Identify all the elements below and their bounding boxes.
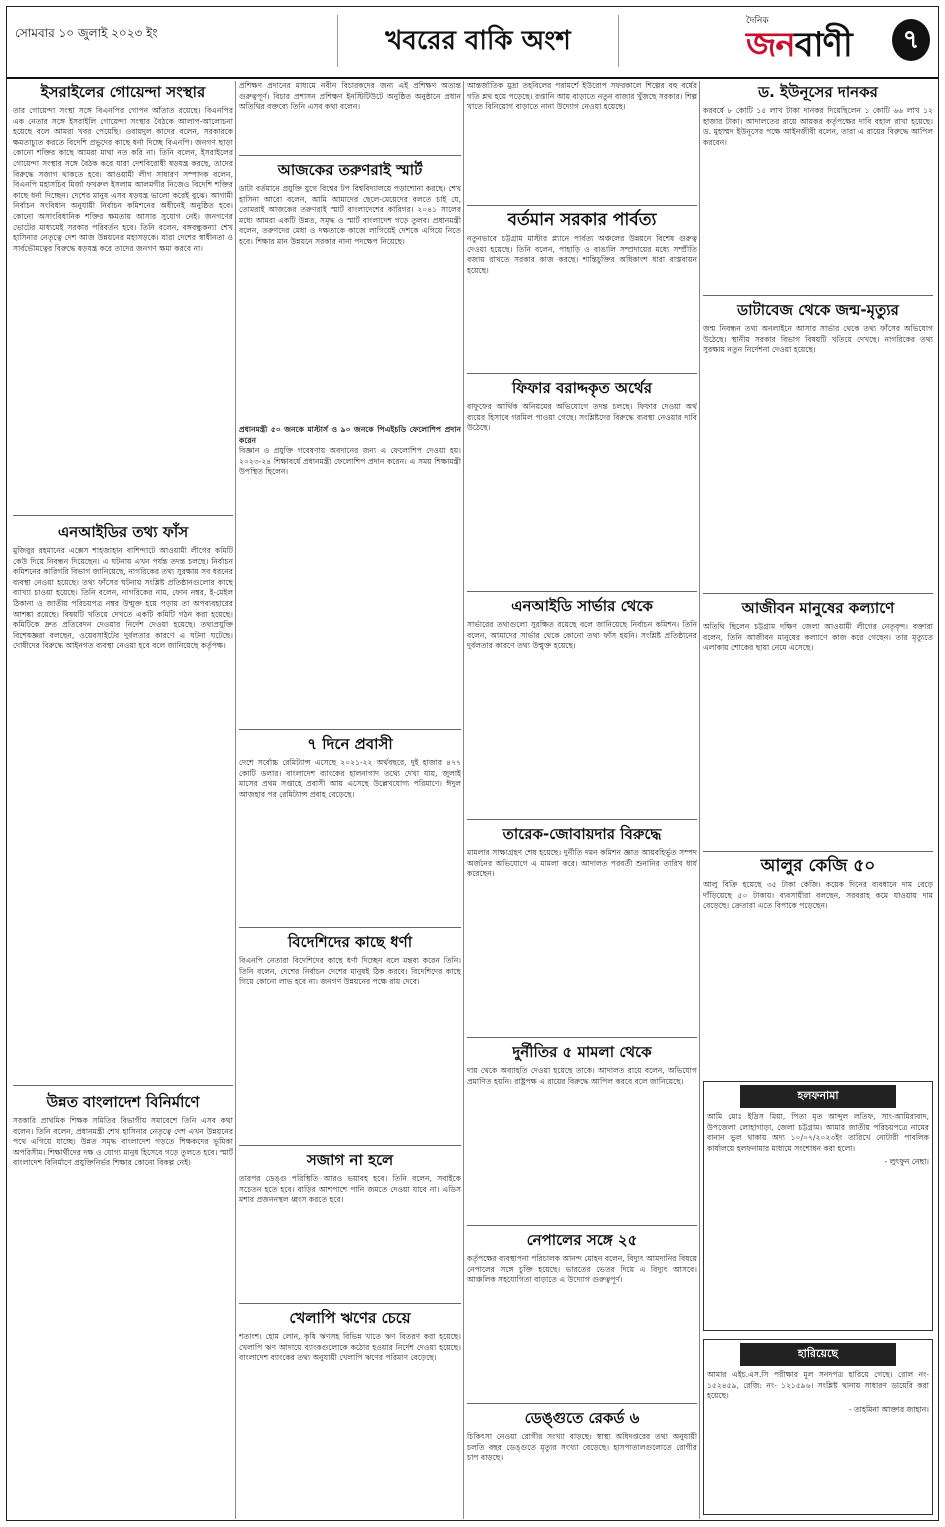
story-dengue-record xyxy=(467,1407,697,1517)
column-4 xyxy=(703,81,933,1519)
story-body: নতুনভাবে চট্টগ্রাম মাস্টার প্ল্যানে পার্বত্য অঞ্চলের উন্নয়নে বিশেষ গুরুত্ব দেওয়া হয়েছে। তিনি বলেন, পাহাড়ি ও বাঙালি সম্প্রদায়ের মধ্যে সম্প্রীতি বজায় রাখতে সরকার কাজ করছে। শান্তিচুক্তির অধিকাংশ ধারা বাস্তবায়ন হয়েছে। xyxy=(467,234,697,275)
headline: আজকের তরুণরাই স্মার্ট xyxy=(277,161,423,179)
story-divider xyxy=(239,155,461,156)
story-corruption-cases xyxy=(467,1041,697,1221)
headline: আজীবন মানুষের কল্যাণে xyxy=(741,599,895,617)
headline: দুর্নীতির ৫ মামলা থেকে xyxy=(512,1043,652,1061)
story-divider xyxy=(467,819,697,820)
story-body: বাফুফের আর্থিক অনিয়মের অভিযোগে তদন্ত চলছে। ফিফার দেওয়া অর্থ ব্যয়ের হিসাবে গরমিল পাওয়া গেছে। সংশ্লিষ্টদের বিরুদ্ধে ব্যবস্থা নেওয়ার দাবি উঠেছে। xyxy=(467,402,697,433)
masthead xyxy=(7,7,938,79)
story-body: জন্ম নিবন্ধন তথ্য অনলাইনে আসার সার্ভার থেকে তথ্য ফাঁসের অভিযোগ উঠেছে। স্থানীয় সরকার বিভাগ বিষয়টি খতিয়ে দেখছে। নাগরিকের তথ্য সুরক্ষায় নতুন নির্দেশনা দেওয়া হয়েছে। xyxy=(703,324,933,355)
story-body: শতাংশ। হোম লোন, কৃষি ঋণসহ বিভিন্ন খাতে ঋণ বিতরণ করা হয়েছে। খেলাপি ঋণ আদায়ে ব্যাংকগুলোকে কঠোর হওয়ার নির্দেশ দেওয়া হয়েছে। বাংলাদেশ ব্যাংকের তথ্য অনুযায়ী খেলাপি ঋণের পরিমাণ বেড়েছে। xyxy=(239,1332,461,1363)
notice-title: হারিয়েছে xyxy=(740,1343,895,1366)
story-divider xyxy=(13,515,233,516)
story-body: দেশে সর্বোচ্চ রেমিট্যান্স এসেছে ২০২১-২২ অর্থবছরে, দুই হাজার ৪৭৭ কোটি ডলার। বাংলাদেশ ব্যাংকের হালনাগাদ তথ্যে দেখা যায়, জুলাই মাসের প্রথম সপ্তাহে প্রবাসী আয় এসেছে উল্লেখযোগ্য পরিমাণে। ঈদুল আজহার পর রেমিট্যান্স প্রবাহ বেড়েছে। xyxy=(239,758,461,799)
story-body: তার গোয়েন্দা সংস্থা সঙ্গে বিএনপির গোপন আঁতাত রয়েছে। বিএনপির এক নেতার সঙ্গে ইসরাইলি গোয়েন্দা সংস্থার বৈঠকে আলাপ-আলোচনা হয়েছে বলে আমরা খবর পেয়েছি। ওবায়দুল কাদের বলেন, সরকারকে ক্ষমতাচ্যুত করতে বিদেশি প্রভুদের কাছে ধর্না দিচ্ছে বিএনপি। জনগণ ছাড়া কোনো শক্তির কাছে আমরা মাথা নত করি না। তিনি বলেন, ইসরাইলের গোয়েন্দা সংস্থার সঙ্গে বৈঠক করে যারা দেশবিরোধী ষড়যন্ত্র করছে, তাদের বিরুদ্ধে সজাগ থাকতে হবে। আওয়ামী লীগ সাধারণ সম্পাদক বলেন, বিএনপি মহাসচিব মির্জা ফখরুল ইসলাম আলমগীর নিজেও বিদেশি শক্তির কাছে ধর্না দিচ্ছেন। দেশের মানুষ এসব ষড়যন্ত্র ভালো করেই বুঝে। আগামী নির্বাচন সংবিধান অনুযায়ী নির্বাচন কমিশনের অধীনেই অনুষ্ঠিত হবে। কোনো অসাংবিধানিক শক্তির ক্ষমতায় আসার সুযোগ নেই। জনগণের ভোটের মাধ্যমেই সরকার পরিবর্তন হবে। তিনি বলেন, বঙ্গবন্ধুকন্যা শেখ হাসিনার নেতৃত্বে দেশ আজ উন্নয়নের মহাসড়কে। যারা দেশের স্বাধীনতা ও সার্বভৌমত্বের বিরুদ্ধে ষড়যন্ত্র করে তাদের জনগণ ক্ষমা করবে না। xyxy=(13,106,233,253)
story-body: প্রশিক্ষণ প্রদানের মাধ্যমে নবীন বিচারকদের জন্য এই প্রশিক্ষণ অত্যন্ত গুরুত্বপূর্ণ। বিচার প্রশাসন প্রশিক্ষণ ইনস্টিটিউটে অনুষ্ঠিত অনুষ্ঠানে প্রধান অতিথির বক্তব্যে তিনি এসব কথা বলেন। xyxy=(239,81,461,112)
story-foreigners xyxy=(239,931,461,1141)
column-1 xyxy=(13,81,233,1519)
subheadline: প্রধানমন্ত্রী ৫০ জনকে মাস্টার্স ও ৯০ জনকে পিএইচডি ফেলোশিপ প্রদান করেন xyxy=(239,425,461,445)
story-divider xyxy=(13,1085,233,1086)
logo-wordmark xyxy=(746,23,852,67)
column-divider xyxy=(235,81,236,1519)
story-divider xyxy=(239,1145,461,1146)
notice-signature: - লুৎফুন নেছা। xyxy=(884,1157,929,1167)
story-tarek-zobaida xyxy=(467,823,697,1033)
headline: এনআইডির তথ্য ফাঁস xyxy=(57,523,189,541)
logo-part-bani: বাণী xyxy=(794,25,852,65)
column-2 xyxy=(239,81,461,1519)
headline: বর্তমান সরকার পার্বত্য xyxy=(507,210,657,230)
headline: তারেক-জোবায়দার বিরুদ্ধে xyxy=(502,825,662,843)
headline: এনআইডি সার্ভার থেকে xyxy=(511,597,653,615)
headline: ডাটাবেজ থেকে জন্ম-মৃত্যুর xyxy=(737,301,899,319)
page-number: ৭ xyxy=(892,19,930,61)
page-title: খবরের বাকি অংশ xyxy=(337,15,619,67)
column-divider xyxy=(463,81,464,1519)
headline: ড. ইউনূসের দানকর xyxy=(758,83,878,101)
story-body: সার্ভারের তথ্যগুলো সুরক্ষিত রয়েছে বলে জানিয়েছে নির্বাচন কমিশন। তিনি বলেন, আমাদের সার্ভার থেকে কোনো তথ্য ফাঁস হয়নি। সংশ্লিষ্ট প্রতিষ্ঠানের দুর্বলতার কারণে তথ্য উন্মুক্ত হয়েছে। xyxy=(467,620,697,651)
story-nid-server xyxy=(467,595,697,815)
story-divider xyxy=(239,927,461,928)
notice-title: হলফনামা xyxy=(740,1085,895,1108)
story-body: করবর্ষে ৮ কোটি ১৫ লাখ টাকা দানকর দিয়েছিলেন ১ কোটি ৬৬ লাখ ১২ হাজার টাকা। আদালতের রায়ে আয়কর কর্তৃপক্ষের দাবি বহাল রাখা হয়েছে। ড. মুহাম্মদ ইউনূসের পক্ষে আইনজীবী বলেন, তারা এ রায়ের বিরুদ্ধে আপিল করবেন। xyxy=(703,106,933,147)
story-body: তারপর ডেঙ্গু পরিস্থিতি আরও ভয়াবহ হবে। তিনি বলেন, সবাইকে সচেতন হতে হবে। বাড়ির আশপাশে পানি জমতে দেওয়া যাবে না। এডিস মশার প্রজননস্থল ধ্বংস করতে হবে। xyxy=(239,1174,461,1205)
story-continued xyxy=(467,81,697,201)
story-body: ডাটা বর্তমানে প্রযুক্তি যুগে বিশ্বের টপ বিশ্ববিদ্যালয়ে পড়াশোনা করছে। শেখ হাসিনা আরো বলেন, আমি আমাদের ছেলে-মেয়েদের বলতে চাই যে, তোমরাই আজকের তরুণরাই স্মার্ট বাংলাদেশের কারিগর। ২০৪১ সালের মধ্যে আমরা একটি উন্নত, সমৃদ্ধ ও স্মার্ট বাংলাদেশ গড়ে তুলব। প্রধানমন্ত্রী বলেন, তরুণদের মেধা ও দক্ষতাকে কাজে লাগিয়েই দেশকে এগিয়ে নিতে হবে। শিক্ষার মান উন্নয়নে সরকার নানা পদক্ষেপ নিয়েছে। xyxy=(239,184,461,246)
story-body: মুজিবুর রহমানের এক্সেস শাহজাহান বাশিন্দাটে আওয়ামী লীগের কমিটি কেউ দিয়ে নিবন্ধন দিয়েছেন। এ ঘটনায় এখন পর্যন্ত তদন্ত চলছে। নির্বাচন কমিশনের কারিগরি বিভাগ জানিয়েছে, নাগরিকের তথ্য সুরক্ষায় সব ধরনের ব্যবস্থা নেওয়া হয়েছে। তথ্য ফাঁসের ঘটনায় সংশ্লিষ্ট প্রতিষ্ঠানগুলোর কাছে ব্যাখ্যা চাওয়া হয়েছে। তিনি বলেন, নাগরিকের নাম, ফোন নম্বর, ই-মেইল ঠিকানা ও জাতীয় পরিচয়পত্র নম্বর উন্মুক্ত হয়ে পড়ায় তা অপব্যবহারের আশঙ্কা রয়েছে। বিষয়টি খতিয়ে দেখতে একটি কমিটি গঠন করা হয়েছে। কমিটিকে দ্রুত প্রতিবেদন দেওয়ার নির্দেশ দেওয়া হয়েছে। তথ্যপ্রযুক্তি বিশেষজ্ঞরা বলছেন, ওয়েবসাইটের দুর্বলতার কারণে এ ঘটনা ঘটেছে। দোষীদের বিরুদ্ধে আইনগত ব্যবস্থা নেওয়া হবে বলে জানিয়েছে কর্তৃপক্ষ। xyxy=(13,546,233,651)
story-nepal-power xyxy=(467,1229,697,1399)
story-fellowship xyxy=(239,425,461,725)
story-body: বিএনপি নেতারা বিদেশিদের কাছে ধর্ণা দিচ্ছেন বলে মন্তব্য করেন তিনি। তিনি বলেন, দেশের নির্বাচন দেশের মানুষই ঠিক করবে। বিদেশিদের কাছে গিয়ে কোনো লাভ হবে না। জনগণ উন্নয়নের পক্ষে রায় দেবে। xyxy=(239,956,461,987)
headline: উন্নত বাংলাদেশ বিনির্মাণে xyxy=(46,1093,200,1111)
story-body: মামলার সাক্ষ্যগ্রহণ শেষ হয়েছে। দুর্নীতি দমন কমিশন জ্ঞাত আয়বহির্ভূত সম্পদ অর্জনের অভিযোগে এ মামলা করে। আদালত পরবর্তী শুনানির তারিখ ধার্য করেছেন। xyxy=(467,848,697,879)
story-divider xyxy=(703,295,933,296)
story-body: আলু বিক্রি হয়েছে ৩৫ টাকা কেজি। কয়েক দিনের ব্যবধানে দাম বেড়ে দাঁড়িয়েছে ৫০ টাকায়। ব্যবসায়ীরা বলছেন, সরবরাহ কমে যাওয়ায় দাম বেড়েছে। ক্রেতারা এতে বিপাকে পড়েছেন। xyxy=(703,880,933,911)
headline: নেপালের সঙ্গে ২৫ xyxy=(526,1231,638,1249)
story-remittance xyxy=(239,733,461,923)
notice-lost xyxy=(703,1339,933,1515)
story-divider xyxy=(467,1403,697,1404)
story-israeli-intelligence xyxy=(13,81,233,511)
story-divider xyxy=(239,729,461,730)
story-divider xyxy=(467,1037,697,1038)
story-dengue-alert xyxy=(239,1149,461,1299)
story-potato-price xyxy=(703,855,933,1075)
newspaper-logo xyxy=(746,13,886,71)
story-body: দায় থেকে অব্যাহতি দেওয়া হয়েছে তাকে। আদালত রায়ে বলেন, অভিযোগ প্রমাণিত হয়নি। রাষ্ট্রপক্ষ এ রায়ের বিরুদ্ধে আপিল করবে বলে জানিয়েছে। xyxy=(467,1066,697,1086)
story-body: বিজ্ঞান ও প্রযুক্তি গবেষণায় অবদানের জন্য এ ফেলোশিপ দেওয়া হয়। ২০২৩-২৪ শিক্ষাবর্ষে প্রধানমন্ত্রী ফেলোশিপ প্রদান করেন। এ সময় শিক্ষামন্ত্রী উপস্থিত ছিলেন। xyxy=(239,446,461,477)
story-divider xyxy=(467,205,697,206)
column-divider xyxy=(699,81,700,1519)
headline: ডেঙ্গুতে রেকর্ড ৬ xyxy=(524,1409,640,1427)
story-yunus-gift-tax xyxy=(703,81,933,291)
story-nid-leak xyxy=(13,521,233,1081)
story-divider xyxy=(467,373,697,374)
story-body: চিকিৎসা নেওয়া রোগীর সংখ্যা বাড়ছে। স্বাস্থ্য অধিদপ্তরের তথ্য অনুযায়ী চলতি বছর ডেঙ্গুতে মৃত্যুর সংখ্যা বেড়েছে। হাসপাতালগুলোতে রোগীর চাপ বাড়ছে। xyxy=(467,1432,697,1463)
story-developed-bangladesh xyxy=(13,1091,233,1517)
story-body: আন্তর্জাতিক মুদ্রা তহবিলের পরামর্শে ইউরোপ সফরকালে শিল্পের বহু বর্ষের গতি শ্লথ হয়ে পড়েছে। রপ্তানি আয় বাড়াতে নতুন বাজার খুঁজছে সরকার। শিল্প খাতে বিনিয়োগ বাড়াতে নানা উদ্যোগ নেওয়া হয়েছে। xyxy=(467,81,697,112)
story-divider xyxy=(703,593,933,594)
story-chittagong-hills xyxy=(467,209,697,369)
story-body: অতিথি ছিলেন চট্টগ্রাম দক্ষিণ জেলা আওয়ামী লীগের নেতৃবৃন্দ। বক্তারা বলেন, তিনি আজীবন মানুষের কল্যাণে কাজ করে গেছেন। তার মৃত্যুতে এলাকায় শোকের ছায়া নেমে এসেছে। xyxy=(703,622,933,653)
story-fifa-funds xyxy=(467,377,697,587)
notice-signature: - তাহমিনা আক্তার জাহান। xyxy=(849,1404,929,1414)
newspaper-page xyxy=(6,6,939,1521)
story-youth-smart xyxy=(239,159,461,419)
story-default-loan xyxy=(239,1307,461,1517)
headline: ইসরাইলের গোয়েন্দা সংস্থার xyxy=(40,83,206,101)
headline: বিদেশিদের কাছে ধর্ণা xyxy=(287,933,413,951)
story-continued xyxy=(239,81,461,151)
story-divider xyxy=(467,591,697,592)
logo-tagline: দৈনিক xyxy=(746,16,769,26)
headline: ফিফার বরাদ্দকৃত অর্থের xyxy=(511,379,653,397)
story-birth-death-database xyxy=(703,299,933,589)
dateline: সোমবার ১০ জুলাই ২০২৩ ইং xyxy=(15,26,158,40)
notice-body: আমি মোঃ ইদ্রিস মিয়া, পিতা মৃত আব্দুল লতিফ, সাং-আমিরাবাদ, উপজেলা লোহাগাড়া, জেলা চট্টগ্রাম। আমার জাতীয় পরিচয়পত্রে নামের বানান ভুল থাকায় অদ্য ১০/০৭/২০২৩ইং তারিখে নোটারী পাবলিক কার্যালয়ে হলফনামার মাধ্যমে সংশোধন করা হলো। xyxy=(707,1112,929,1153)
column-3 xyxy=(467,81,697,1519)
logo-part-jan: জন xyxy=(746,25,795,65)
story-body: কর্তৃপক্ষের ব্যবস্থাপনা পরিচালক আনন্দ মোহন বলেন, বিদ্যুৎ আমদানির বিষয়ে নেপালের সঙ্গে চুক্তি হয়েছে। ভারতের ভেতর দিয়ে এ বিদ্যুৎ আসবে। আঞ্চলিক সহযোগিতা বাড়াতে এ উদ্যোগ গুরুত্বপূর্ণ। xyxy=(467,1254,697,1285)
notice-affidavit xyxy=(703,1081,933,1331)
story-body: সরকারি প্রাথমিক শিক্ষক সমিতির বিভাগীয় সমাবেশে তিনি এসব কথা বলেন। তিনি বলেন, প্রধানমন্ত্রী শেখ হাসিনার নেতৃত্বে দেশ এখন উন্নয়নের পথে এগিয়ে যাচ্ছে। উন্নত সমৃদ্ধ বাংলাদেশ গড়তে শিক্ষকদের ভূমিকা অপরিসীম। শিক্ষার্থীদের দক্ষ ও যোগ্য মানুষ হিসেবে গড়ে তুলতে হবে। স্মার্ট বাংলাদেশ বিনির্মাণে প্রযুক্তিনির্ভর শিক্ষার কোনো বিকল্প নেই। xyxy=(13,1116,233,1168)
headline: সজাগ না হলে xyxy=(306,1151,394,1169)
story-divider xyxy=(703,851,933,852)
notice-body: আমার এইচ.এস.সি পরীক্ষার মূল সনদপত্র হারিয়ে গেছে। রোল নং- ১৫২৪৫৯, রেজি: নং- ১২১৫৯৬। সংশ্লিষ্ট থানায় সাধারণ ডায়েরি করা হয়েছে। xyxy=(707,1370,929,1401)
story-divider xyxy=(467,1225,697,1226)
headline: ৭ দিনে প্রবাসী xyxy=(307,735,393,753)
story-divider xyxy=(239,1303,461,1304)
story-lifelong-welfare xyxy=(703,597,933,847)
headline: আলুর কেজি ৫০ xyxy=(760,856,876,876)
headline: খেলাপি ঋণের চেয়ে xyxy=(289,1309,411,1327)
